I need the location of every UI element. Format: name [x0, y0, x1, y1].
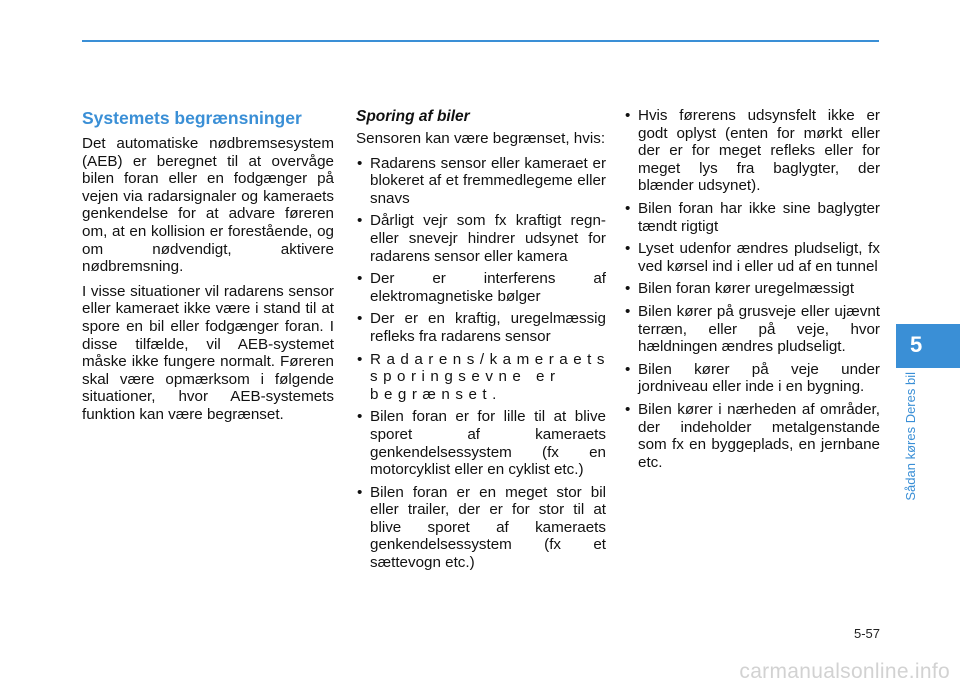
list-item: • Der er interferens af elektromagnetiske bølger [356, 270, 606, 305]
list-item: • Bilen kører på grusveje eller ujævnt terræn, eller på veje, hvor hældningen ændres pludseligt. [624, 303, 880, 356]
chapter-tab [896, 324, 960, 368]
list-item: • Lyset udenfor ændres pludseligt, fx ved kørsel ind i eller ud af en tunnel [624, 240, 880, 275]
subsection-lead: Sensoren kan være begrænset, hvis: [356, 130, 606, 147]
chapter-number: 5 [910, 332, 923, 357]
header-rule [82, 40, 879, 42]
list-item: • Radarens/kameraets sporingsevne er begrænset. [356, 351, 606, 404]
sensor-limit-list [356, 154, 610, 572]
intro-paragraph: I visse situationer vil radarens sensor eller kameraet ikke være i stand til at spore en bil eller fodgænger foran. I disse tilfælde, vil AEB-systemet måske ikke fungere normalt. Føreren skal være opmærksom i følgende situationer, hvor AEB-systemets funktion kan være begrænset. [82, 282, 334, 423]
list-item: • Der er en kraftig, uregelmæssig refleks fra radarens sensor [356, 310, 606, 345]
middle-column [356, 108, 610, 577]
list-item: • Hvis førerens udsynsfelt ikke er godt oplyst (enten for mørkt eller der er for meget refleks eller for meget lys fra baglygter, der blænder udsynet). [624, 107, 880, 195]
chapter-title-wrap [896, 372, 926, 532]
watermark: carmanualsonline.info [739, 660, 950, 683]
condition-list [624, 107, 880, 471]
right-column [624, 107, 880, 476]
chapter-title: Sådan køres Deres bil [903, 372, 918, 501]
list-item: • Bilen kører i nærheden af områder, der indeholder metalgenstande som fx en byggeplads, en jernbane etc. [624, 401, 880, 471]
list-item: • Bilen foran har ikke sine baglygter tændt rigtigt [624, 200, 880, 235]
section-title: Systemets begrænsninger [82, 108, 302, 128]
list-item: • Dårligt vejr som fx kraftigt regn- eller snevejr hindrer udsynet for radarens sensor eller kamera [356, 212, 606, 265]
list-item: • Bilen foran er en meget stor bil eller trailer, der er for stor til at blive sporet af kameraets genkendelsessystem (fx et sættevogn etc.) [356, 484, 606, 572]
list-item: • Bilen foran er for lille til at blive sporet af kameraets genkendelsessystem (fx en motorcyklist eller en cyklist etc.) [356, 408, 606, 478]
subsection-title: Sporing af biler [356, 108, 470, 125]
intro-paragraph: Det automatiske nødbremsesystem (AEB) er beregnet til at overvåge bilen foran eller en fodgænger på vejen via radarsignaler og kameraets genkendelse for at advare føreren om, at en kollision er forestående, og om nødvendigt, aktivere nødbremsning. [82, 135, 334, 276]
left-column [82, 108, 334, 431]
list-item: • Bilen foran kører uregelmæssigt [624, 280, 880, 298]
list-item: • Bilen kører på veje under jordniveau eller inde i en bygning. [624, 361, 880, 396]
list-item: • Radarens sensor eller kameraet er blokeret af et fremmedlegeme eller snavs [356, 155, 606, 208]
page-number: 5-57 [853, 626, 880, 641]
